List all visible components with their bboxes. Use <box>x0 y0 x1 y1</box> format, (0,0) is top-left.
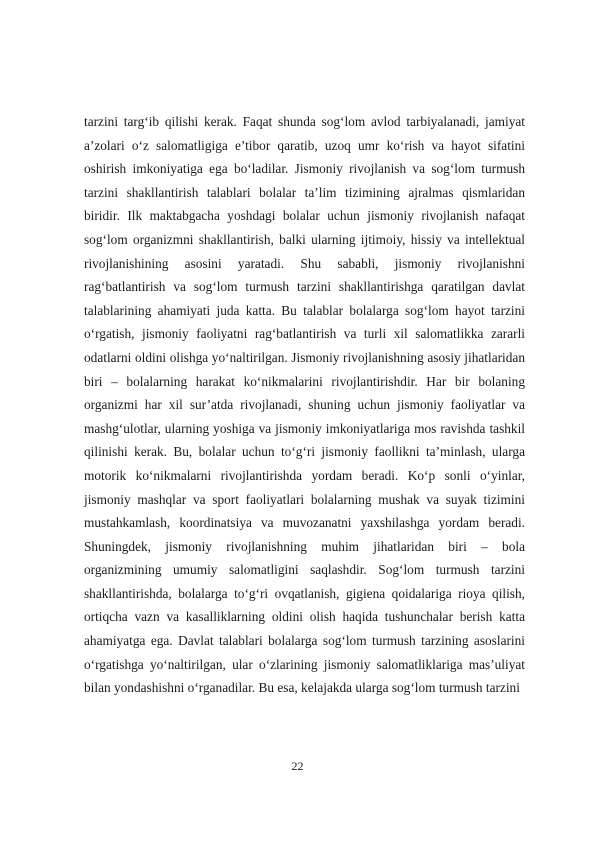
page-number: 22 <box>291 759 304 773</box>
body-paragraph: tarzini targ‘ib qilishi kerak. Faqat shunda sog‘lom avlod tarbiyalanadi, jamiyat a’zolari o‘z salomatligiga e’tibor qaratib, uzoq umr ko‘rish va hayot sifatini oshirish imkoniyatiga ega bo‘ladilar. Jismoniy rivojlanish va sog‘lom turmush tarzini shakllantirish talablari bolalar ta’lim tizimining ajralmas qismlaridan biridir. Ilk maktabgacha yoshdagi bolalar uchun jismoniy rivojlanish nafaqat sog‘lom organizmni shakllantirish, balki ularning ijtimoiy, hissiy va intellektual rivojlanishining asosini yaratadi. Shu sababli, jismoniy rivojlanishni rag‘batlantirish va sog‘lom turmush tarzini shakllantirishga qaratilgan davlat talablarining ahamiyati juda katta. Bu talablar bolalarga sog‘lom hayot tarzini o‘rgatish, jismoniy faoliyatni rag‘batlantirish va turli xil salomatlikka zararli odatlarni oldini olishga yo‘naltirilgan. Jismoniy rivojlanishning asosiy jihatlaridan biri – bolalarning harakat ko‘nikmalarini rivojlantirishdir. Har bir bolaning organizmi har xil sur’atda rivojlanadi, shuning uchun jismoniy faoliyatlar va mashg‘ulotlar, ularning yoshiga va jismoniy imkoniyatlariga mos ravishda tashkil qilinishi kerak. Bu, bolalar uchun to‘g‘ri jismoniy faollikni ta’minlash, ularga motorik ko‘nikmalarni rivojlantirishda yordam beradi. Ko‘p sonli o‘yinlar, jismoniy mashqlar va sport faoliyatlari bolalarning mushak va suyak tizimini mustahkamlash, koordinatsiya va muvozanatni yaxshilashga yordam beradi. Shuningdek, jismoniy rivojlanishning muhim jihatlaridan biri – bola organizmining umumiy salomatligini saqlashdir. Sog‘lom turmush tarzini shakllantirishda, bolalarga to‘g‘ri ovqatlanish, gigiena qoidalariga rioya qilish, ortiqcha vazn va kasalliklarning oldini olish haqida tushunchalar berish katta ahamiyatga ega. Davlat talablari bolalarga sog‘lom turmush tarzining asoslarini o‘rgatishga yo‘naltirilgan, ular o‘zlarining jismoniy salomatliklariga mas’uliyat bilan yondashishni o‘rganadilar. Bu esa, kelajakda ularga sog‘lom turmush tarzini <box>84 114 525 696</box>
